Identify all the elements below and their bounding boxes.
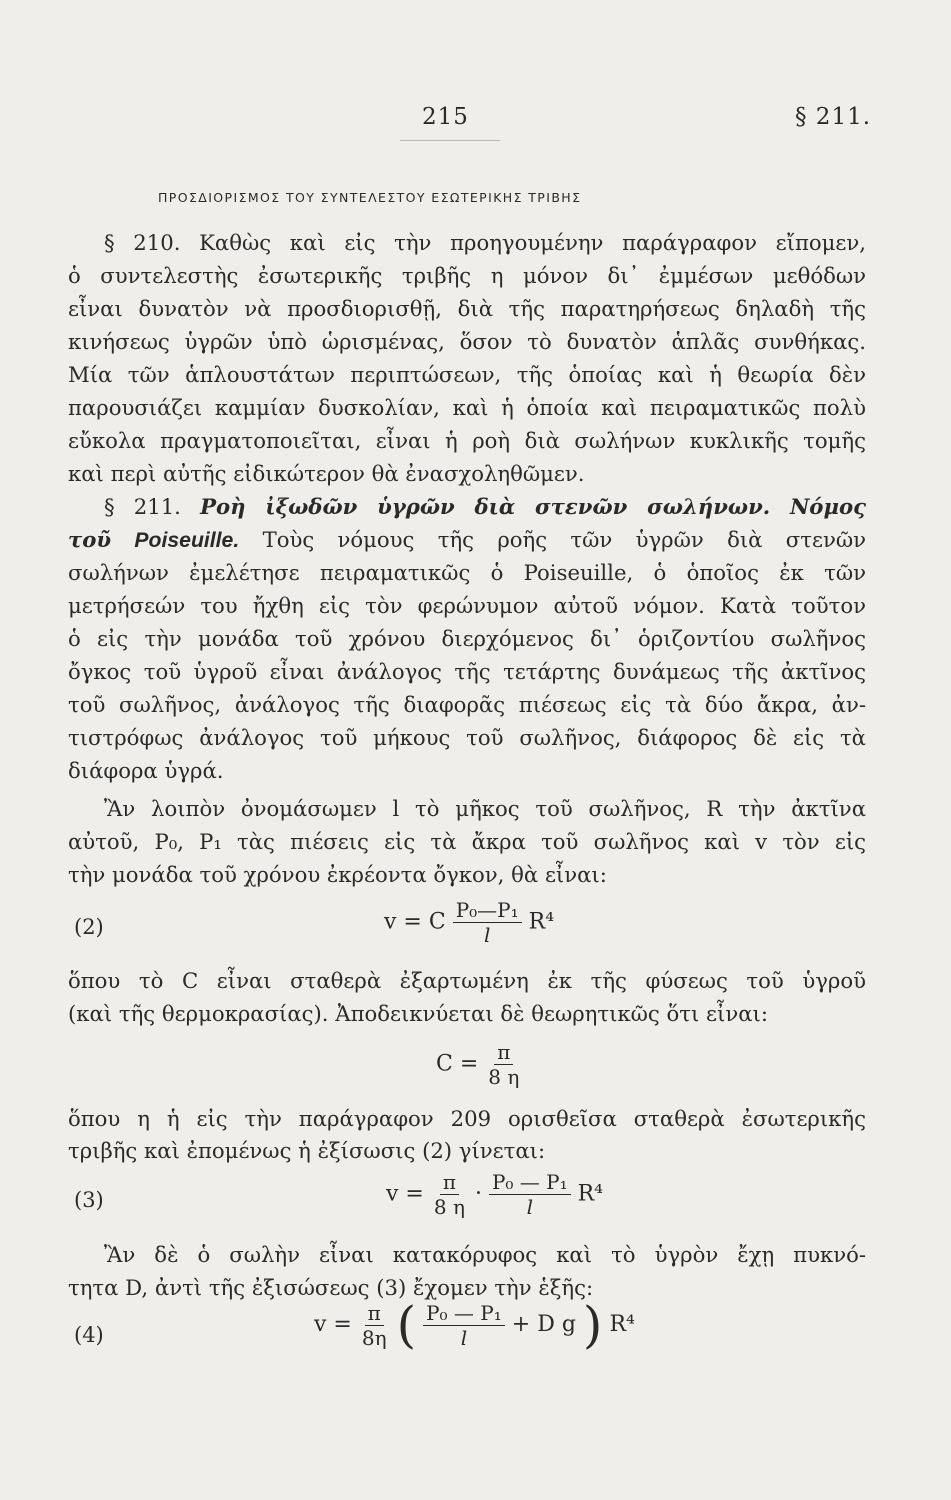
- text-line: τοῦ σωλῆνος, ἀνάλογος τῆς διαφορᾶς πιέσεως εἰς τὰ δύο ἄκρα, ἀν-: [68, 692, 866, 717]
- denominator: l: [526, 1195, 533, 1219]
- text-line: ὁ εἰς τὴν μονάδα τοῦ χρόνου διερχόμενος δι᾽ ὁριζοντίου σωλῆνος: [68, 626, 866, 651]
- fraction: [359, 1301, 390, 1350]
- eq-lhs: v = C: [384, 909, 446, 935]
- equation-number: (4): [74, 1323, 104, 1347]
- text-line: [68, 525, 866, 554]
- right-paren: ): [582, 1296, 603, 1354]
- fraction: [453, 898, 522, 947]
- numerator: P₀—P₁: [453, 898, 522, 923]
- equation-number: (2): [74, 915, 104, 939]
- text-line: κινήσεως ὑγρῶν ὑπὸ ὡρισμένας, ὅσον τὸ δυνατὸν ἁπλᾶς συνθήκας.: [68, 329, 866, 354]
- denominator: 8 η: [488, 1065, 520, 1089]
- equation-2: [384, 898, 554, 947]
- numerator: P₀ — P₁: [489, 1170, 571, 1195]
- section-title: Ροὴ ἰξωδῶν ὑγρῶν διὰ στενῶν σωλήνων. Νόμος: [200, 494, 866, 519]
- numerator: P₀ — P₁: [423, 1301, 505, 1326]
- numerator: π: [494, 1040, 513, 1065]
- text-line: ὁ συντελεστὴς ἐσωτερικῆς τριβῆς η μόνον δι᾽ ἐμμέσων μεθόδων: [68, 263, 866, 288]
- text-line: τιστρόφως ἀνάλογος τοῦ μήκους τοῦ σωλῆνος, διάφορος δὲ εἰς τὰ: [68, 725, 866, 750]
- denominator: l: [483, 923, 491, 947]
- fraction: [489, 1170, 571, 1219]
- plus-term: + D g: [511, 1312, 576, 1337]
- section-reference: § 211.: [795, 104, 872, 130]
- equation-4: [314, 1296, 635, 1354]
- dot: ·: [474, 1181, 482, 1207]
- eq-lhs: v =: [314, 1312, 352, 1337]
- text-line: (καὶ τῆς θερμοκρασίας). Ἀποδεικνύεται δὲ θεωρητικῶς ὅτι εἶναι:: [68, 1001, 768, 1026]
- section-title-name: Poiseuille.: [134, 529, 240, 552]
- eq-lhs: v =: [386, 1181, 424, 1207]
- denominator: l: [460, 1325, 468, 1350]
- text-line: Ἂν δὲ ὁ σωλὴν εἶναι κατακόρυφος καὶ τὸ ὑγρὸν ἔχῃ πυκνό-: [104, 1242, 866, 1267]
- eq-lhs: C =: [436, 1051, 479, 1077]
- text-line: εἶναι δυνατὸν νὰ προσδιορισθῇ, διὰ τῆς παρατηρήσεως δηλαδὴ τῆς: [68, 296, 866, 321]
- text-line: ὄγκος τοῦ ὑγροῦ εἶναι ἀνάλογος τῆς τετάρτης δυνάμεως τῆς ἀκτῖνος: [68, 659, 866, 684]
- text-line: § 210. Καθὼς καὶ εἰς τὴν προηγουμένην παράγραφον εἴπομεν,: [104, 230, 866, 255]
- fraction: [431, 1170, 468, 1219]
- running-title: ΠΡΟΣΔΙΟΡΙΣΜΟΣ ΤΟΥ ΣΥΝΤΕΛΕΣΤΟΥ ΕΣΩΤΕΡΙΚΗΣ ΤΡΙΒΗΣ: [158, 190, 582, 205]
- fraction: [485, 1040, 522, 1089]
- text-line: διάφορα ὑγρά.: [68, 758, 224, 783]
- text-line: αὐτοῦ, P₀, P₁ τὰς πιέσεις εἰς τὰ ἄκρα τοῦ σωλῆνος καὶ v τὸν εἰς: [68, 829, 866, 854]
- text-line: τριβῆς καὶ ἐπομένως ἡ ἐξίσωσις (2) γίνεται:: [68, 1138, 546, 1163]
- text-line: τητα D, ἀντὶ τῆς ἐξισώσεως (3) ἔχομεν τὴν ἑξῆς:: [68, 1275, 594, 1300]
- section-title-cont: τοῦ: [68, 527, 112, 552]
- page-number-rule: [400, 140, 500, 141]
- fraction: [423, 1301, 505, 1350]
- text-line: σωλήνων ἐμελέτησε πειραματικῶς ὁ Poiseuille, ὁ ὁποῖος ἐκ τῶν: [68, 560, 866, 585]
- text-line: παρουσιάζει καμμίαν δυσκολίαν, καὶ ἡ ὁποία καὶ πειραματικῶς πολὺ: [68, 395, 866, 420]
- equation-3: [386, 1170, 603, 1219]
- numerator: π: [440, 1170, 459, 1195]
- text-span: Τοὺς νόμους τῆς ροῆς τῶν ὑγρῶν διὰ στενῶν: [262, 527, 866, 552]
- section-heading: [104, 492, 866, 521]
- denominator: 8 η: [433, 1195, 465, 1219]
- page-number: 215: [422, 104, 469, 130]
- equation-number: (3): [74, 1188, 104, 1212]
- numerator: π: [365, 1301, 384, 1326]
- eq-tail: R⁴: [528, 909, 555, 935]
- text-line: καὶ περὶ αὐτῆς εἰδικώτερον θὰ ἐνασχοληθῶμεν.: [68, 461, 585, 486]
- text-line: τὴν μονάδα τοῦ χρόνου ἐκρέοντα ὄγκον, θὰ εἶναι:: [68, 862, 607, 887]
- left-paren: (: [396, 1296, 417, 1354]
- eq-tail: R⁴: [609, 1312, 635, 1337]
- text-line: Ἂν λοιπὸν ὀνομάσωμεν l τὸ μῆκος τοῦ σωλῆνος, R τὴν ἀκτῖνα: [104, 796, 866, 821]
- text-line: ὅπου η ἡ εἰς τὴν παράγραφον 209 ορισθεῖσα σταθερὰ ἐσωτερικῆς: [68, 1106, 866, 1131]
- denominator: 8η: [361, 1325, 387, 1350]
- text-line: ὅπου τὸ C εἶναι σταθερὰ ἐξαρτωμένη ἐκ τῆς φύσεως τοῦ ὑγροῦ: [68, 968, 866, 993]
- text-line: μετρήσεών του ἤχθη εἰς τὸν φερώνυμον αὐτοῦ νόμον. Κατὰ τοῦτον: [68, 593, 866, 618]
- equation-c: [436, 1040, 522, 1089]
- text-line: εὔκολα πραγματοποιεῖται, εἶναι ἡ ροὴ διὰ σωλήνων κυκλικῆς τομῆς: [68, 428, 866, 453]
- eq-tail: R⁴: [577, 1181, 603, 1207]
- section-number: § 211.: [104, 494, 181, 519]
- text-line: Μία τῶν ἁπλουστάτων περιπτώσεων, τῆς ὁποίας καὶ ἡ θεωρία δὲν: [68, 362, 866, 387]
